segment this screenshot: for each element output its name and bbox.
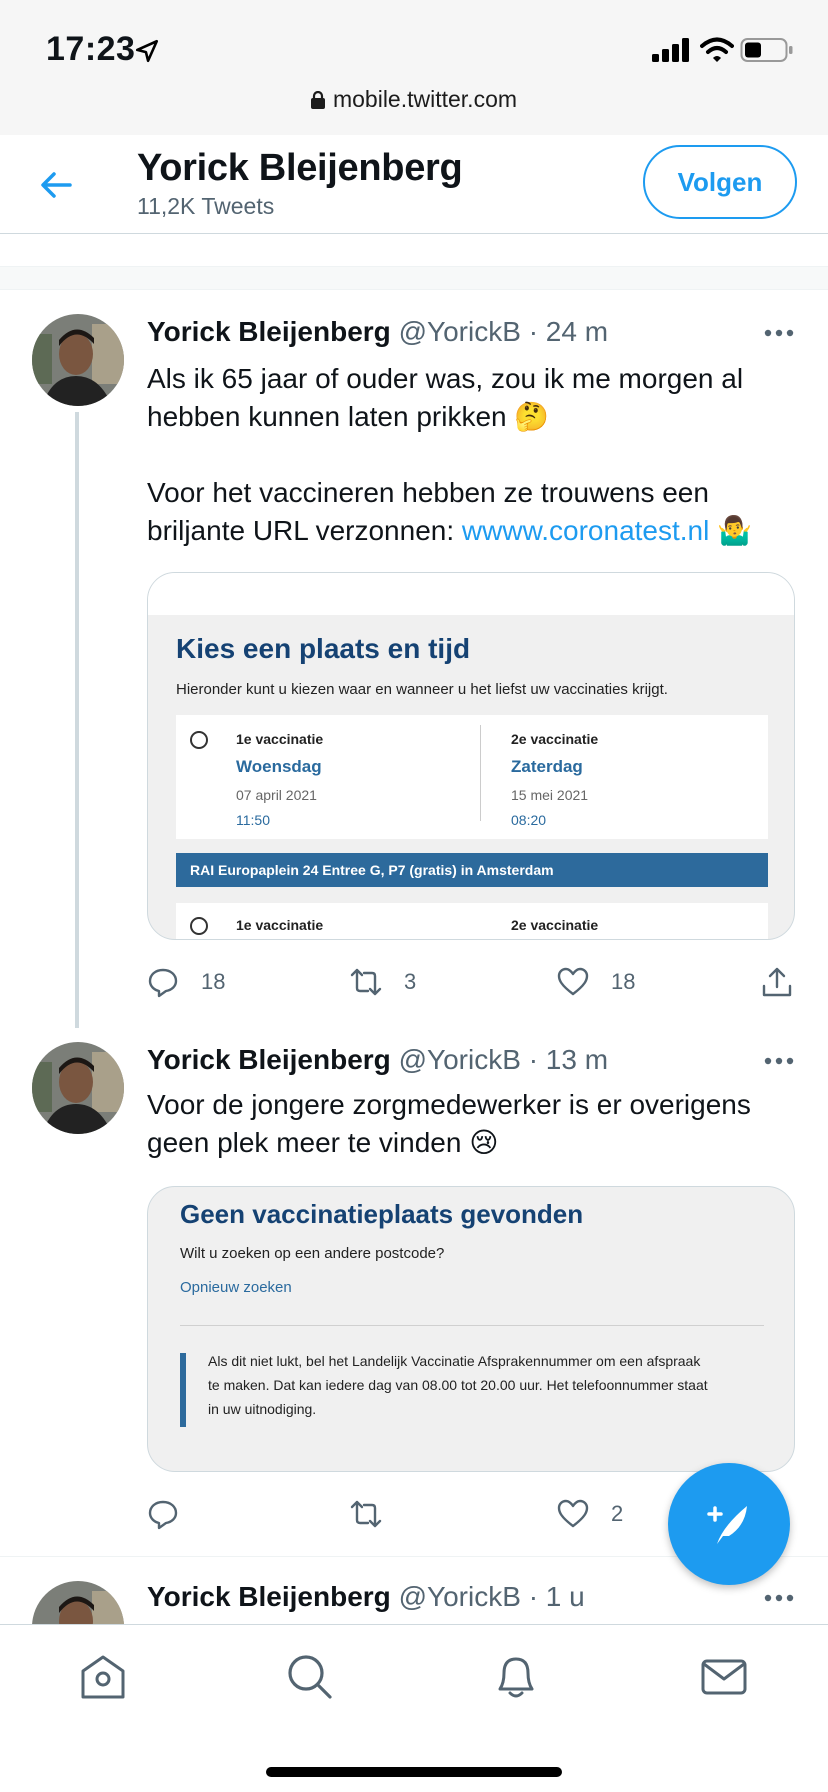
reply-icon: [147, 1498, 179, 1530]
location-bar: RAI Europaplein 24 Entree G, P7 (gratis) in Amsterdam: [176, 853, 768, 887]
radio-button[interactable]: [190, 731, 208, 749]
second-dose-day: Zaterdag: [511, 757, 583, 776]
retweet-count: 3: [404, 969, 417, 994]
second-dose-date: 15 mei 2021: [511, 787, 589, 803]
author-handle[interactable]: @YorickB: [398, 1581, 521, 1612]
card-title: Geen vaccinatieplaats gevonden: [180, 1199, 584, 1229]
bell-icon[interactable]: [490, 1651, 542, 1703]
tweet-header: [147, 1581, 585, 1613]
first-dose-date: 07 april 2021: [236, 787, 317, 803]
card-top-strip: [148, 573, 795, 615]
section-divider: [0, 266, 828, 290]
more-dots-icon[interactable]: [764, 328, 794, 338]
first-dose-label: 1e vaccinatie: [236, 731, 324, 747]
author-name[interactable]: Yorick Bleijenberg: [147, 316, 391, 347]
more-dots-icon[interactable]: [764, 1056, 794, 1066]
second-dose-time: 08:20: [511, 812, 547, 828]
info-accent-bar: [180, 1353, 186, 1427]
appointment-slot: [176, 715, 768, 839]
reply-count: 18: [201, 969, 226, 994]
avatar[interactable]: [32, 1042, 124, 1134]
reply-button[interactable]: [147, 962, 225, 1002]
like-count: 2: [611, 1501, 624, 1526]
tweet-paragraph: [147, 474, 797, 550]
share-button[interactable]: [761, 962, 793, 1002]
compose-tweet-icon: [703, 1498, 755, 1550]
avatar[interactable]: [32, 1581, 124, 1624]
avatar[interactable]: [32, 314, 124, 406]
url-text: mobile.twitter.com: [332, 86, 518, 112]
thread-line: [75, 412, 79, 1028]
media-card[interactable]: [147, 572, 795, 940]
card-divider: [180, 1325, 764, 1326]
like-count: 18: [611, 969, 636, 994]
card-question: Wilt u zoeken op een andere postcode?: [180, 1245, 445, 1262]
card-title: Kies een plaats en tijd: [176, 633, 471, 664]
lock-icon: [311, 91, 325, 109]
tweet-link[interactable]: wwww.coronatest.nl: [461, 515, 710, 546]
compose-tweet-button[interactable]: [668, 1463, 790, 1585]
follow-button[interactable]: Volgen: [643, 145, 797, 219]
first-dose-day: Woensdag: [236, 757, 322, 776]
search-icon[interactable]: [284, 1651, 336, 1703]
tweet-text: [147, 360, 797, 550]
tweet-paragraph: Als ik 65 jaar of ouder was, zou ik me morgen al hebben kunnen laten prikken 🤔: [147, 363, 744, 432]
status-bar: [0, 0, 828, 135]
author-handle[interactable]: @YorickB: [398, 1044, 521, 1075]
share-icon: [761, 966, 793, 998]
profile-name: Yorick Bleijenberg: [137, 147, 463, 189]
tweet-text: Voor de jongere zorgmedewerker is er overigens geen plek meer te vinden 😢: [147, 1089, 751, 1158]
first-dose-label: 1e vaccinatie: [236, 917, 324, 933]
first-dose-time: 11:50: [236, 812, 270, 828]
tweet-time[interactable]: · 1 u: [528, 1581, 585, 1612]
tweet-paragraph-text: Voor het vaccineren hebben ze trouwens een briljante URL verzonnen:: [147, 477, 709, 546]
like-button[interactable]: [557, 1494, 623, 1534]
tweet-time[interactable]: · 13 m: [528, 1044, 609, 1075]
arrow-left-icon[interactable]: [36, 165, 76, 205]
tweet-time[interactable]: · 24 m: [528, 316, 609, 347]
second-dose-label: 2e vaccinatie: [511, 917, 599, 933]
card-info: Als dit niet lukt, bel het Landelijk Vaccinatie Afsprakennummer om een afspraak te maken. Dat kan iedere dag van 08.00 tot 20.00 uur. Het telefoonnummer staat in uw uitnodiging.: [208, 1353, 708, 1417]
media-card[interactable]: [147, 1186, 795, 1472]
reply-button[interactable]: [147, 1494, 179, 1534]
wifi-icon: [700, 36, 734, 64]
author-handle[interactable]: @YorickB: [398, 316, 521, 347]
author-name[interactable]: Yorick Bleijenberg: [147, 1044, 391, 1075]
retweet-button[interactable]: [350, 1494, 382, 1534]
home-icon[interactable]: [77, 1651, 129, 1703]
tweet-actions: [147, 962, 797, 1002]
author-name[interactable]: Yorick Bleijenberg: [147, 1581, 391, 1612]
url-bar[interactable]: [0, 86, 828, 113]
like-button[interactable]: [557, 962, 635, 1002]
home-indicator[interactable]: [266, 1767, 562, 1777]
tweet-count: 11,2K Tweets: [137, 193, 275, 219]
bottom-nav: [0, 1624, 828, 1792]
clock: 17:23: [46, 30, 136, 68]
mail-icon[interactable]: [698, 1651, 750, 1703]
reply-icon: [147, 966, 179, 998]
card-subtitle: Hieronder kunt u kiezen waar en wanneer u het liefst uw vaccinaties krijgt.: [176, 681, 668, 698]
radio-button[interactable]: [190, 917, 208, 935]
second-dose-label: 2e vaccinatie: [511, 731, 599, 747]
cellular-signal-icon: [652, 38, 692, 62]
location-arrow-icon: [134, 38, 160, 64]
tweet-emoji: 🤷‍♂️: [709, 515, 752, 546]
tweet-header: [147, 316, 608, 348]
retweet-button[interactable]: [350, 962, 416, 1002]
heart-icon: [557, 1498, 589, 1530]
search-again-link[interactable]: Opnieuw zoeken: [180, 1279, 292, 1296]
retweet-icon: [350, 1498, 382, 1530]
tweet[interactable]: [0, 290, 828, 1010]
heart-icon: [557, 966, 589, 998]
slot-divider: [480, 725, 481, 821]
tweet-header: [147, 1044, 608, 1076]
more-dots-icon[interactable]: [764, 1593, 794, 1603]
battery-icon: [740, 36, 794, 64]
profile-header: [0, 135, 828, 234]
appointment-slot: [176, 903, 768, 940]
retweet-icon: [350, 966, 382, 998]
